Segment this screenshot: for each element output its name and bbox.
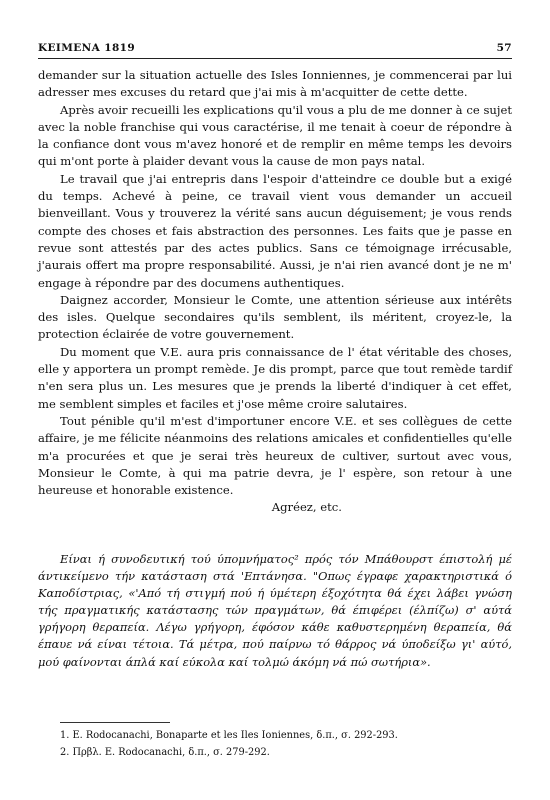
- greek-commentary: [38, 551, 512, 671]
- footnote-1: 1. E. Rodocanachi, Bonaparte et les Iles Ioniennes, δ.π., σ. 292-293.: [60, 730, 398, 741]
- french-letter-body: [38, 67, 512, 517]
- footnote-2: 2. Πρβλ. E. Rodocanachi, δ.π., σ. 279-292.: [60, 747, 270, 758]
- paragraph-2: Après avoir recueilli les explications qu'il vous a plu de me donner à ce sujet avec la noble franchise qui vous caractérise, il me tenait à coeur de répondre à la confiance dont vous m'avez honoré et de remplir en même temps les devoirs qui m'ont porte à plaider devant vous la cause de mon pays natal.: [38, 102, 512, 169]
- closing-formula: Agréez, etc.: [271, 500, 342, 515]
- greek-paragraph: Είναι ή συνοδευτική τού ύπομνήματος² πρός τόν Μπάθουρστ έπιστολή μέ άντικείμενο τήν κατάσταση στά 'Επτάνησα. "Οπως έγραφε χαρακτηριστικά ό Καποδίστριας, «'Από τή στιγμή πού ή ύμέτερη έξοχότητα θά έχει λάβει γνώση τής πραγματικής κατάστασης τών πραγμάτων, θά έπιφέρει (έλπίζω) σ' αύτά γρήγορη θεραπεία. Λέγω γρήγορη, έφόσον κάθε καθυστερημένη θεραπεία, θά έπαυε νά είναι τέτοια. Τά μέτρα, πού παίρνω τό θάρρος νά ύποδείξω γι' αύτό, μού φαίνονται άπλά καί εύκολα καί τολμώ άκόμη νά πώ σωτήρια».: [38, 552, 512, 669]
- paragraph-3: Le travail que j'ai entrepris dans l'espoir d'atteindre ce double but a exigé du temps. Achevé à peine, ce travail vient vous demander un accueil bienveillant. Vous y trouverez la vérité sans aucun déguisement; je vous rends compte des choses et fais abstraction des personnes. Les faits que je passe en revue sont attestés par des actes publics. Sans ce témoignage irrécusable, j'aurais offert ma propre responsabilité. Aussi, je n'ai rien avancé dont je ne m' engage à répondre par des documens authentiques.: [38, 171, 512, 290]
- running-header: [38, 38, 512, 54]
- footnote-rule: [60, 722, 170, 723]
- running-title: KEIMENA 1819: [38, 42, 136, 54]
- footnotes: [60, 727, 512, 761]
- paragraph-1: demander sur la situation actuelle des Isles Ionniennes, je commencerai par lui adresser mes excuses du retard que j'ai mis à m'acquitter de cette dette.: [38, 68, 512, 100]
- header-rule: [38, 58, 512, 59]
- paragraph-6: Tout pénible qu'il m'est d'importuner encore V.E. et ses collègues de cette affaire, je me félicite néanmoins des relations amicales et confidentielles qu'elle m'a procurées et que je serai très heureux de cultiver, surtout avec vous, Monsieur le Comte, à qui ma patrie devra, je l' espère, son retour à une heureuse et honorable existence.: [38, 413, 512, 498]
- paragraph-4: Daignez accorder, Monsieur le Comte, une attention sérieuse aux intérêts des isles. Quelque secondaires qu'ils semblent, ils méritent, croyez-le, la protection éclairée de votre gouvernement.: [38, 292, 512, 342]
- paragraph-5: Du moment que V.E. aura pris connaissance de l' état véritable des choses, elle y apportera un prompt remède. Je dis prompt, parce que tout remède tardif n'en sera plus un. Les mesures que je prends la liberté d'indiquer à cet effet, me semblent simples et faciles et j'ose même croire salutaires.: [38, 344, 512, 411]
- page-number: 57: [496, 42, 512, 54]
